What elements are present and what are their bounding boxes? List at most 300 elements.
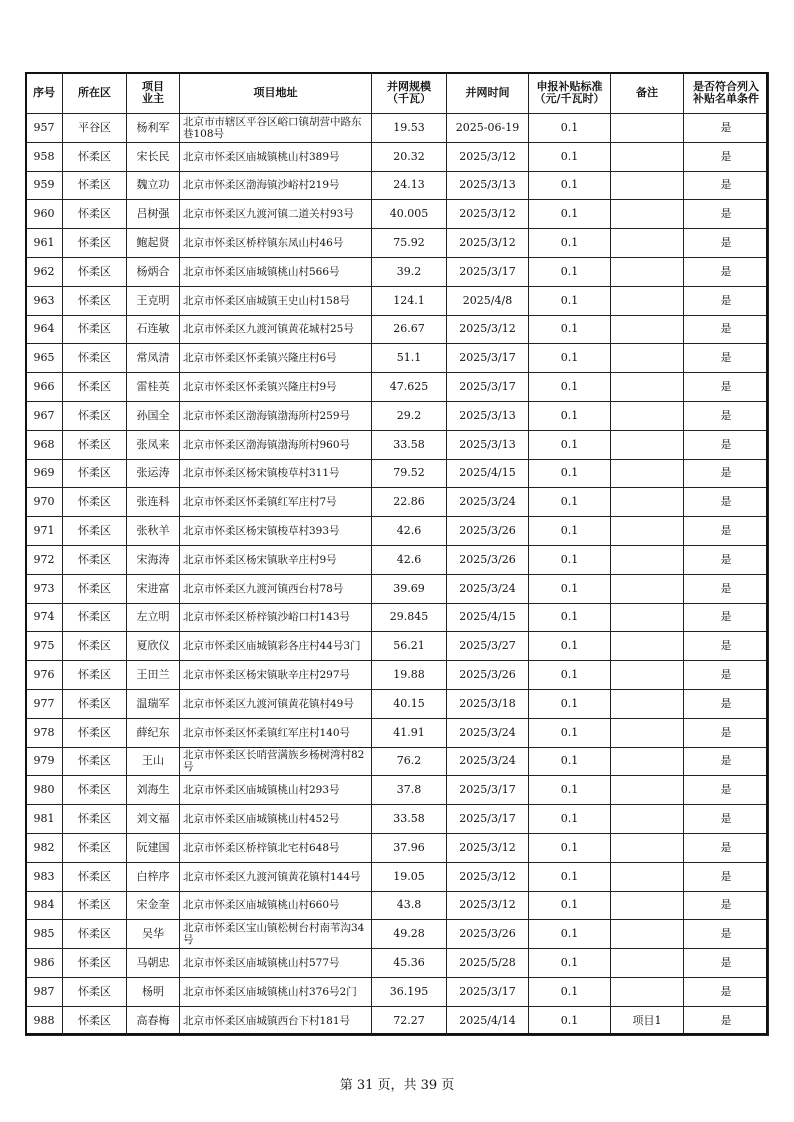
seq-cell: 981 [26, 805, 63, 834]
date-cell: 2025/3/12 [447, 891, 529, 920]
address-cell: 北京市怀柔区桥梓镇沙峪口村143号 [180, 603, 372, 632]
remark-cell [611, 142, 684, 171]
address-cell: 北京市怀柔区桥梓镇东凤山村46号 [180, 229, 372, 258]
table-row [26, 229, 769, 258]
remark-cell [611, 977, 684, 1006]
table-row [26, 286, 769, 315]
address-cell: 北京市怀柔区庙城镇桃山村389号 [180, 142, 372, 171]
subsidy-cell: 0.1 [529, 344, 611, 373]
address-cell: 北京市怀柔区庙城镇桃山村566号 [180, 257, 372, 286]
capacity-cell: 33.58 [372, 430, 447, 459]
capacity-cell: 45.36 [372, 949, 447, 978]
owner-cell: 薛纪东 [127, 718, 180, 747]
remark-cell [611, 200, 684, 229]
header-col-subsidy: 申报补贴标准 （元/千瓦时） [529, 73, 611, 114]
address-cell: 北京市怀柔区庙城镇桃山村452号 [180, 805, 372, 834]
date-cell: 2025/5/28 [447, 949, 529, 978]
table-row [26, 459, 769, 488]
capacity-cell: 47.625 [372, 373, 447, 402]
subsidy-cell: 0.1 [529, 1006, 611, 1035]
date-cell: 2025/3/17 [447, 373, 529, 402]
owner-cell: 鲍起贤 [127, 229, 180, 258]
eligible-cell: 是 [684, 430, 769, 459]
table-row [26, 142, 769, 171]
table-row [26, 603, 769, 632]
capacity-cell: 79.52 [372, 459, 447, 488]
district-cell: 怀柔区 [63, 718, 127, 747]
subsidy-cell: 0.1 [529, 257, 611, 286]
date-cell: 2025/3/26 [447, 517, 529, 546]
eligible-cell: 是 [684, 257, 769, 286]
table-row [26, 949, 769, 978]
address-cell: 北京市怀柔区庙城镇桃山村577号 [180, 949, 372, 978]
seq-cell: 960 [26, 200, 63, 229]
district-cell: 怀柔区 [63, 142, 127, 171]
eligible-cell: 是 [684, 200, 769, 229]
eligible-cell: 是 [684, 142, 769, 171]
district-cell: 怀柔区 [63, 949, 127, 978]
subsidy-cell: 0.1 [529, 632, 611, 661]
address-cell: 北京市怀柔区九渡河镇黄花镇村144号 [180, 862, 372, 891]
remark-cell [611, 257, 684, 286]
capacity-cell: 19.88 [372, 661, 447, 690]
header-col-owner: 项目 业主 [127, 73, 180, 114]
owner-cell: 石连敏 [127, 315, 180, 344]
eligible-cell: 是 [684, 833, 769, 862]
date-cell: 2025/3/27 [447, 632, 529, 661]
remark-cell [611, 920, 684, 949]
capacity-cell: 43.8 [372, 891, 447, 920]
owner-cell: 吴华 [127, 920, 180, 949]
capacity-cell: 37.8 [372, 776, 447, 805]
capacity-cell: 29.2 [372, 401, 447, 430]
district-cell: 怀柔区 [63, 920, 127, 949]
table-row [26, 373, 769, 402]
address-cell: 北京市怀柔区九渡河镇二道关村93号 [180, 200, 372, 229]
seq-cell: 965 [26, 344, 63, 373]
owner-cell: 张连科 [127, 488, 180, 517]
eligible-cell: 是 [684, 747, 769, 776]
remark-cell [611, 805, 684, 834]
table-row [26, 747, 769, 776]
capacity-cell: 75.92 [372, 229, 447, 258]
eligible-cell: 是 [684, 574, 769, 603]
date-cell: 2025/3/12 [447, 142, 529, 171]
date-cell: 2025/3/18 [447, 689, 529, 718]
remark-cell [611, 776, 684, 805]
district-cell: 怀柔区 [63, 545, 127, 574]
address-cell: 北京市怀柔区渤海镇沙峪村219号 [180, 171, 372, 200]
table-row [26, 632, 769, 661]
date-cell: 2025/3/12 [447, 315, 529, 344]
remark-cell [611, 459, 684, 488]
subsidy-cell: 0.1 [529, 488, 611, 517]
seq-cell: 982 [26, 833, 63, 862]
date-cell: 2025/3/13 [447, 430, 529, 459]
owner-cell: 杨明 [127, 977, 180, 1006]
district-cell: 怀柔区 [63, 171, 127, 200]
capacity-cell: 24.13 [372, 171, 447, 200]
subsidy-cell: 0.1 [529, 430, 611, 459]
seq-cell: 983 [26, 862, 63, 891]
address-cell: 北京市怀柔区杨宋镇梭草村311号 [180, 459, 372, 488]
remark-cell [611, 603, 684, 632]
table-row [26, 430, 769, 459]
seq-cell: 957 [26, 114, 63, 143]
eligible-cell: 是 [684, 805, 769, 834]
owner-cell: 王山 [127, 747, 180, 776]
table-row [26, 344, 769, 373]
district-cell: 怀柔区 [63, 373, 127, 402]
address-cell: 北京市怀柔区怀柔镇红军庄村7号 [180, 488, 372, 517]
address-cell: 北京市怀柔区宝山镇松树台村南苇沟34号 [180, 920, 372, 949]
eligible-cell: 是 [684, 949, 769, 978]
subsidy-cell: 0.1 [529, 949, 611, 978]
district-cell: 怀柔区 [63, 891, 127, 920]
date-cell: 2025/3/24 [447, 488, 529, 517]
address-cell: 北京市怀柔区庙城镇桃山村376号2门 [180, 977, 372, 1006]
remark-cell [611, 114, 684, 143]
subsidy-cell: 0.1 [529, 603, 611, 632]
owner-cell: 杨利军 [127, 114, 180, 143]
capacity-cell: 42.6 [372, 517, 447, 546]
owner-cell: 雷桂英 [127, 373, 180, 402]
page-footer: 第 31 页，共 39 页 [339, 1078, 455, 1093]
owner-cell: 宋金奎 [127, 891, 180, 920]
seq-cell: 962 [26, 257, 63, 286]
district-cell: 怀柔区 [63, 430, 127, 459]
capacity-cell: 39.69 [372, 574, 447, 603]
table-row [26, 805, 769, 834]
capacity-cell: 76.2 [372, 747, 447, 776]
capacity-cell: 39.2 [372, 257, 447, 286]
date-cell: 2025/3/13 [447, 401, 529, 430]
table-row [26, 171, 769, 200]
project-table [25, 72, 769, 1036]
capacity-cell: 33.58 [372, 805, 447, 834]
subsidy-cell: 0.1 [529, 286, 611, 315]
owner-cell: 刘海生 [127, 776, 180, 805]
capacity-cell: 56.21 [372, 632, 447, 661]
subsidy-cell: 0.1 [529, 142, 611, 171]
header-col-date: 并网时间 [447, 73, 529, 114]
owner-cell: 高春梅 [127, 1006, 180, 1035]
eligible-cell: 是 [684, 661, 769, 690]
date-cell: 2025/3/12 [447, 229, 529, 258]
address-cell: 北京市怀柔区桥梓镇北宅村648号 [180, 833, 372, 862]
subsidy-cell: 0.1 [529, 661, 611, 690]
header-col-district: 所在区 [63, 73, 127, 114]
table-row [26, 574, 769, 603]
date-cell: 2025/4/15 [447, 459, 529, 488]
table-row [26, 689, 769, 718]
table-row [26, 545, 769, 574]
capacity-cell: 51.1 [372, 344, 447, 373]
address-cell: 北京市怀柔区怀柔镇兴隆庄村9号 [180, 373, 372, 402]
table-row [26, 114, 769, 143]
date-cell: 2025/3/17 [447, 776, 529, 805]
eligible-cell: 是 [684, 632, 769, 661]
owner-cell: 夏欣仪 [127, 632, 180, 661]
owner-cell: 孙国全 [127, 401, 180, 430]
date-cell: 2025/3/17 [447, 344, 529, 373]
table-row [26, 200, 769, 229]
date-cell: 2025/3/12 [447, 833, 529, 862]
district-cell: 怀柔区 [63, 977, 127, 1006]
capacity-cell: 124.1 [372, 286, 447, 315]
seq-cell: 969 [26, 459, 63, 488]
table-row [26, 517, 769, 546]
seq-cell: 974 [26, 603, 63, 632]
subsidy-cell: 0.1 [529, 517, 611, 546]
remark-cell [611, 747, 684, 776]
date-cell: 2025/3/17 [447, 805, 529, 834]
capacity-cell: 20.32 [372, 142, 447, 171]
remark-cell [611, 718, 684, 747]
table-row [26, 891, 769, 920]
subsidy-cell: 0.1 [529, 689, 611, 718]
remark-cell [611, 430, 684, 459]
owner-cell: 宋海涛 [127, 545, 180, 574]
capacity-cell: 41.91 [372, 718, 447, 747]
remark-cell [611, 315, 684, 344]
header-col-eligible: 是否符合列入 补贴名单条件 [684, 73, 769, 114]
seq-cell: 979 [26, 747, 63, 776]
date-cell: 2025/3/24 [447, 718, 529, 747]
subsidy-cell: 0.1 [529, 401, 611, 430]
address-cell: 北京市怀柔区怀柔镇兴隆庄村6号 [180, 344, 372, 373]
owner-cell: 白梓序 [127, 862, 180, 891]
address-cell: 北京市怀柔区渤海镇渤海所村960号 [180, 430, 372, 459]
table-row [26, 488, 769, 517]
address-cell: 北京市怀柔区九渡河镇黄花城村25号 [180, 315, 372, 344]
seq-cell: 976 [26, 661, 63, 690]
owner-cell: 张运涛 [127, 459, 180, 488]
subsidy-cell: 0.1 [529, 891, 611, 920]
seq-cell: 973 [26, 574, 63, 603]
owner-cell: 王田兰 [127, 661, 180, 690]
seq-cell: 988 [26, 1006, 63, 1035]
district-cell: 怀柔区 [63, 488, 127, 517]
seq-cell: 968 [26, 430, 63, 459]
subsidy-cell: 0.1 [529, 114, 611, 143]
seq-cell: 966 [26, 373, 63, 402]
eligible-cell: 是 [684, 689, 769, 718]
owner-cell: 王克明 [127, 286, 180, 315]
subsidy-cell: 0.1 [529, 833, 611, 862]
capacity-cell: 42.6 [372, 545, 447, 574]
address-cell: 北京市怀柔区庙城镇桃山村293号 [180, 776, 372, 805]
district-cell: 怀柔区 [63, 862, 127, 891]
address-cell: 北京市怀柔区杨宋镇梭草村393号 [180, 517, 372, 546]
subsidy-cell: 0.1 [529, 747, 611, 776]
capacity-cell: 22.86 [372, 488, 447, 517]
remark-cell [611, 862, 684, 891]
subsidy-cell: 0.1 [529, 574, 611, 603]
date-cell: 2025/3/12 [447, 862, 529, 891]
eligible-cell: 是 [684, 1006, 769, 1035]
subsidy-cell: 0.1 [529, 920, 611, 949]
eligible-cell: 是 [684, 920, 769, 949]
district-cell: 平谷区 [63, 114, 127, 143]
header-col-seq: 序号 [26, 73, 63, 114]
district-cell: 怀柔区 [63, 747, 127, 776]
address-cell: 北京市怀柔区九渡河镇西台村78号 [180, 574, 372, 603]
owner-cell: 魏立功 [127, 171, 180, 200]
district-cell: 怀柔区 [63, 257, 127, 286]
date-cell: 2025/3/17 [447, 257, 529, 286]
remark-cell: 项目1 [611, 1006, 684, 1035]
owner-cell: 吕树强 [127, 200, 180, 229]
header-col-remark: 备注 [611, 73, 684, 114]
capacity-cell: 37.96 [372, 833, 447, 862]
date-cell: 2025/3/13 [447, 171, 529, 200]
subsidy-cell: 0.1 [529, 459, 611, 488]
district-cell: 怀柔区 [63, 286, 127, 315]
district-cell: 怀柔区 [63, 401, 127, 430]
subsidy-cell: 0.1 [529, 171, 611, 200]
table-row [26, 833, 769, 862]
date-cell: 2025-06-19 [447, 114, 529, 143]
seq-cell: 977 [26, 689, 63, 718]
capacity-cell: 29.845 [372, 603, 447, 632]
date-cell: 2025/4/15 [447, 603, 529, 632]
eligible-cell: 是 [684, 862, 769, 891]
address-cell: 北京市怀柔区九渡河镇黄花镇村49号 [180, 689, 372, 718]
seq-cell: 987 [26, 977, 63, 1006]
capacity-cell: 49.28 [372, 920, 447, 949]
subsidy-cell: 0.1 [529, 373, 611, 402]
seq-cell: 985 [26, 920, 63, 949]
address-cell: 北京市怀柔区庙城镇彩各庄村44号3门 [180, 632, 372, 661]
subsidy-cell: 0.1 [529, 315, 611, 344]
owner-cell: 马朝忠 [127, 949, 180, 978]
subsidy-cell: 0.1 [529, 776, 611, 805]
district-cell: 怀柔区 [63, 632, 127, 661]
seq-cell: 972 [26, 545, 63, 574]
remark-cell [611, 661, 684, 690]
remark-cell [611, 574, 684, 603]
address-cell: 北京市怀柔区庙城镇桃山村660号 [180, 891, 372, 920]
capacity-cell: 19.53 [372, 114, 447, 143]
owner-cell: 张秋羊 [127, 517, 180, 546]
owner-cell: 左立明 [127, 603, 180, 632]
seq-cell: 986 [26, 949, 63, 978]
district-cell: 怀柔区 [63, 833, 127, 862]
district-cell: 怀柔区 [63, 805, 127, 834]
remark-cell [611, 286, 684, 315]
seq-cell: 971 [26, 517, 63, 546]
district-cell: 怀柔区 [63, 517, 127, 546]
district-cell: 怀柔区 [63, 776, 127, 805]
eligible-cell: 是 [684, 171, 769, 200]
seq-cell: 959 [26, 171, 63, 200]
subsidy-cell: 0.1 [529, 545, 611, 574]
remark-cell [611, 891, 684, 920]
eligible-cell: 是 [684, 373, 769, 402]
eligible-cell: 是 [684, 344, 769, 373]
eligible-cell: 是 [684, 229, 769, 258]
table-row [26, 718, 769, 747]
date-cell: 2025/3/17 [447, 977, 529, 1006]
remark-cell [611, 949, 684, 978]
seq-cell: 975 [26, 632, 63, 661]
table-row [26, 661, 769, 690]
address-cell: 北京市怀柔区杨宋镇耿辛庄村9号 [180, 545, 372, 574]
date-cell: 2025/3/12 [447, 200, 529, 229]
remark-cell [611, 632, 684, 661]
table-row [26, 1006, 769, 1035]
eligible-cell: 是 [684, 977, 769, 1006]
capacity-cell: 40.005 [372, 200, 447, 229]
address-cell: 北京市怀柔区杨宋镇耿辛庄村297号 [180, 661, 372, 690]
date-cell: 2025/4/14 [447, 1006, 529, 1035]
eligible-cell: 是 [684, 776, 769, 805]
owner-cell: 阮建国 [127, 833, 180, 862]
eligible-cell: 是 [684, 545, 769, 574]
subsidy-cell: 0.1 [529, 977, 611, 1006]
date-cell: 2025/3/24 [447, 747, 529, 776]
table-row [26, 257, 769, 286]
table-row [26, 862, 769, 891]
eligible-cell: 是 [684, 459, 769, 488]
remark-cell [611, 373, 684, 402]
eligible-cell: 是 [684, 286, 769, 315]
seq-cell: 978 [26, 718, 63, 747]
district-cell: 怀柔区 [63, 603, 127, 632]
seq-cell: 980 [26, 776, 63, 805]
table-row [26, 315, 769, 344]
address-cell: 北京市怀柔区长哨营满族乡杨树湾村82号 [180, 747, 372, 776]
remark-cell [611, 401, 684, 430]
date-cell: 2025/4/8 [447, 286, 529, 315]
capacity-cell: 72.27 [372, 1006, 447, 1035]
eligible-cell: 是 [684, 315, 769, 344]
seq-cell: 964 [26, 315, 63, 344]
table-row [26, 977, 769, 1006]
remark-cell [611, 229, 684, 258]
eligible-cell: 是 [684, 891, 769, 920]
date-cell: 2025/3/26 [447, 661, 529, 690]
district-cell: 怀柔区 [63, 459, 127, 488]
eligible-cell: 是 [684, 718, 769, 747]
remark-cell [611, 488, 684, 517]
table-row [26, 401, 769, 430]
header-col-address: 项目地址 [180, 73, 372, 114]
eligible-cell: 是 [684, 517, 769, 546]
capacity-cell: 36.195 [372, 977, 447, 1006]
date-cell: 2025/3/26 [447, 920, 529, 949]
subsidy-cell: 0.1 [529, 718, 611, 747]
seq-cell: 961 [26, 229, 63, 258]
district-cell: 怀柔区 [63, 574, 127, 603]
eligible-cell: 是 [684, 401, 769, 430]
district-cell: 怀柔区 [63, 689, 127, 718]
address-cell: 北京市怀柔区庙城镇王史山村158号 [180, 286, 372, 315]
table-header [26, 73, 769, 114]
owner-cell: 宋进富 [127, 574, 180, 603]
district-cell: 怀柔区 [63, 344, 127, 373]
capacity-cell: 40.15 [372, 689, 447, 718]
table-row [26, 920, 769, 949]
district-cell: 怀柔区 [63, 1006, 127, 1035]
date-cell: 2025/3/24 [447, 574, 529, 603]
remark-cell [611, 517, 684, 546]
remark-cell [611, 344, 684, 373]
table-row [26, 776, 769, 805]
owner-cell: 杨炳合 [127, 257, 180, 286]
district-cell: 怀柔区 [63, 315, 127, 344]
